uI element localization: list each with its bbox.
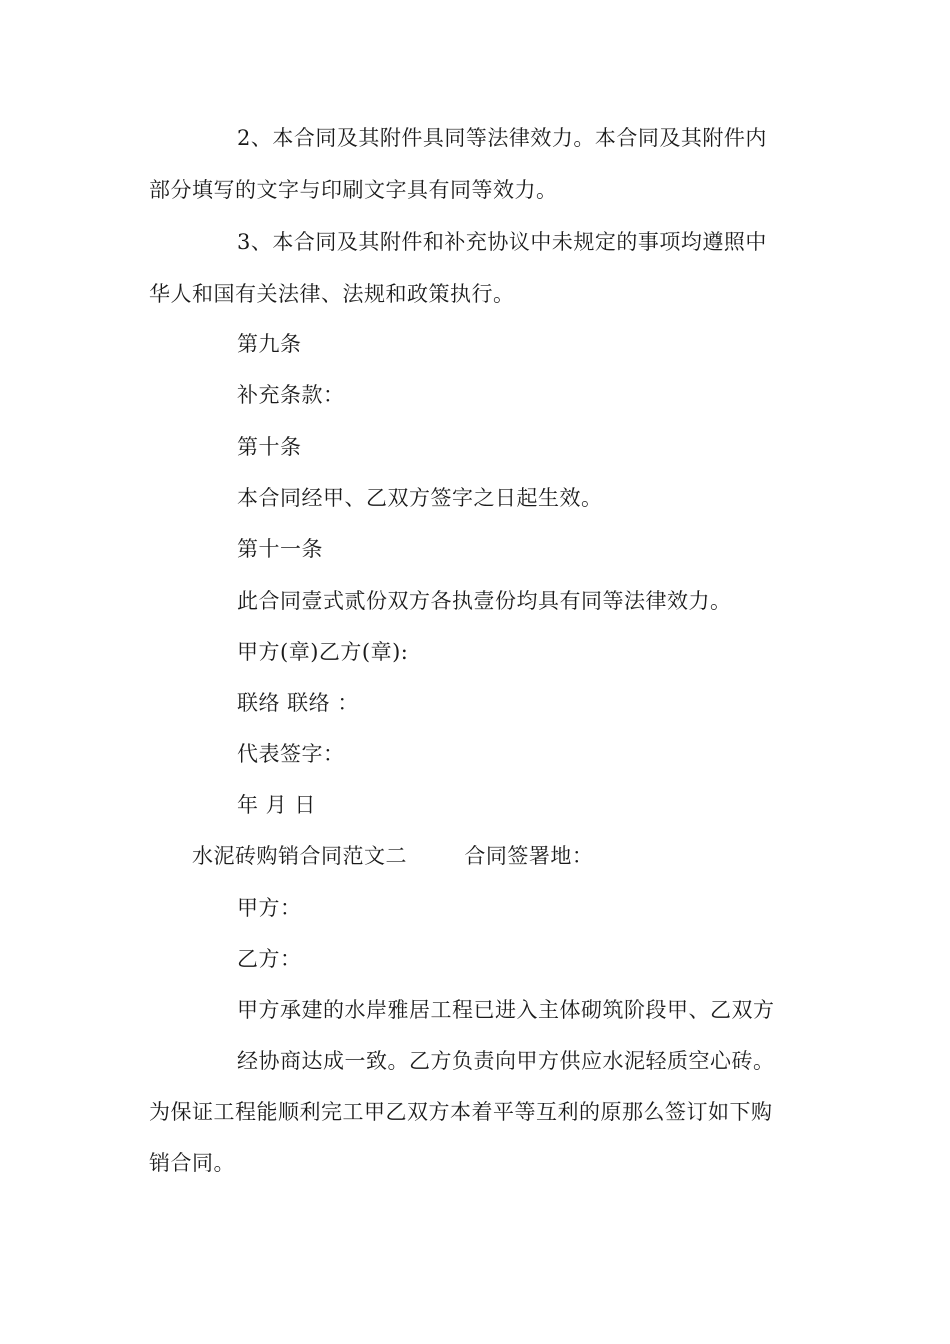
- contact-line: 联络 联络 ：: [237, 691, 359, 715]
- section-title: 水泥砖购销合同范文二 合同签署地：: [192, 844, 594, 868]
- paragraph-line: 为保证工程能顺利完工甲乙双方本着平等互利的原那么签订如下购: [149, 1100, 773, 1124]
- article-heading-11: 第十一条: [237, 537, 323, 561]
- article-heading-10: 第十条: [237, 435, 302, 459]
- seal-line: 甲方(章)乙方(章):: [237, 640, 409, 664]
- paragraph-line: 2、本合同及其附件具同等法律效力。本合同及其附件内: [237, 126, 767, 150]
- paragraph-line: 华人和国有关法律、法规和政策执行。: [149, 282, 515, 306]
- paragraph-line: 经协商达成一致。乙方负责向甲方供应水泥轻质空心砖。: [237, 1049, 775, 1073]
- date-line: 年 月 日: [237, 793, 316, 817]
- paragraph-line: 本合同经甲、乙双方签字之日起生效。: [237, 486, 603, 510]
- party-a-line: 甲方：: [237, 896, 302, 920]
- article-heading-9: 第九条: [237, 332, 302, 356]
- paragraph-line: 此合同壹式贰份双方各执壹份均具有同等法律效力。: [237, 589, 732, 613]
- paragraph-line: 甲方承建的水岸雅居工程已进入主体砌筑阶段甲、乙双方: [237, 998, 775, 1022]
- paragraph-line: 3、本合同及其附件和补充协议中未规定的事项均遵照中: [237, 230, 767, 254]
- paragraph-line: 部分填写的文字与印刷文字具有同等效力。: [149, 178, 558, 202]
- signature-line: 代表签字：: [237, 742, 345, 766]
- party-b-line: 乙方：: [237, 947, 302, 971]
- paragraph-line: 销合同。: [149, 1151, 235, 1175]
- supplementary-clause-label: 补充条款：: [237, 383, 345, 407]
